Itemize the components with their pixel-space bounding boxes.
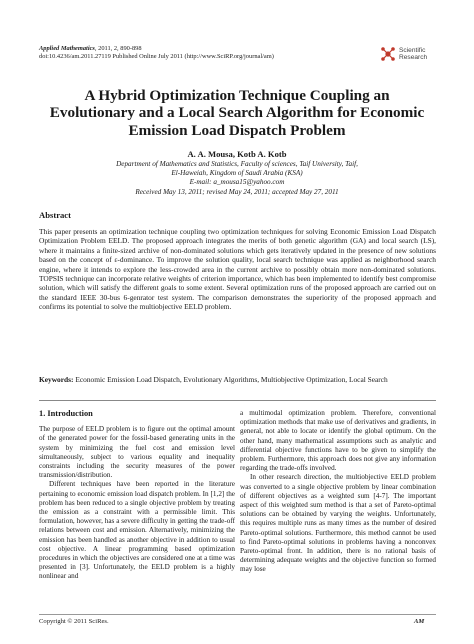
keywords [39,375,436,384]
publisher-logo [380,44,452,64]
title-line-3: Emission Load Dispatch Problem [128,121,346,139]
affiliation-line-1: Department of Mathematics and Statistics, Faculty of sciences, Taif University, Taif, [116,160,358,168]
left-paragraph-1: The purpose of EELD problem is to figure out the optimal amount of the generated power for the fossil-based generating units in the system by minimizing the fuel cost and emission level simultaneously, subject to various equality and inequality constraints including the security measures of the power transmission/distribution. [39,425,235,480]
right-paragraph-1: a multimodal optimization problem. Therefore, conventional optimization methods that make use of derivatives and gradients, in general, not able to locate or identify the global optimum. On the other hand, many mathematical assumptions such as analytic and differential objective functions have to be given to simplify the problem. Furthermore, this approach does not give any information regarding the trade-offs involved. [240,409,436,473]
footer-divider [39,614,436,615]
paper-title [40,87,434,139]
title-line-1: A Hybrid Optimization Technique Coupling an [84,87,390,104]
affiliation [40,160,434,197]
authors: A. A. Mousa, Kotb A. Kotb [187,149,287,159]
abstract-heading: Abstract [39,210,71,220]
journal-abbreviation: AM [414,618,425,625]
logo-line-2: Research [399,54,428,61]
journal-header [39,45,359,61]
affiliation-line-2: El-Haweiah, Kingdom of Saudi Arabia (KSA) [171,169,303,178]
section-heading: 1. Introduction [39,409,93,418]
section-divider [39,400,436,401]
doi-line[interactable]: doi:10.4236/am.2011.27119 Published Online July 2011 (http://www.SciRP.org/journal/am) [39,53,274,60]
keywords-text: Economic Emission Load Dispatch, Evolutionary Algorithms, Multiobjective Optimization, Local Search [73,375,388,384]
volume-info: , 2011, 2, 890-898 [94,45,142,52]
left-paragraph-2: Different techniques have been reported in the literature pertaining to economic emission load dispatch problem. In [1,2] the problem has been reduced to a single objective problem by treating the emission as a constraint with a permissible limit. This formulation, however, has a severe difficulty in getting the trade-off relations between cost and emission. Alternatively, minimizing the emission has been handled as another objective in addition to usual cost objective. A linear programming based optimization procedures in which the objectives are considered one at a time was presented in [3]. Unfortunately, the EELD problem is a highly nonlinear and [39,480,235,581]
logo-text [399,47,427,61]
left-column [39,405,235,582]
abstract-text: This paper presents an optimization technique coupling two optimization techniques for solving Economic Emission Load Dispatch Optimization Problem EELD. The proposed approach integrates the merits of both genetic algorithm (GA) and local search (LS), where it maintains a finite-sized archive of non-dominated solutions which gets iteratively updated in the presence of new solutions based on the concept of ε-dominance. To improve the solution quality, local search technique was applied as neighborhood search engine, where it intends to explore the less-crowded area in the current archive to possibly obtain more non-dominated solutions. TOPSIS technique can incorporate relative weights of criterion importance, which has been implemented to identify best compromise solution, which will satisfy the different goals to some extent. Several optimization runs of the proposed approach are carried out on the standard IEEE 30-bus 6-genrator test system. The comparison demonstrates the superiority of the proposed approach and confirms its potential to solve the multiobjective EELD problem. [39,227,436,312]
copyright: Copyright © 2011 SciRes. [39,618,109,625]
title-line-2: Evolutionary and a Local Search Algorithm for Economic [49,104,425,122]
molecule-logo-icon [380,46,396,62]
right-paragraph-2: In other research direction, the multiobjective EELD problem was converted to a single objective problem by linear combination of different objectives as a weighted sum [4-7]. The important aspect of this weighted sum method is that a set of Pareto-optimal solutions can be obtained by varying the weights. Unfortunately, this requires multiple runs as many times as the number of desired Pareto-optimal solutions. Furthermore, this method cannot be used to find Pareto-optimal solutions in problems having a nonconvex Pareto-optimal front. In addition, there is no rational basis of determining adequate weights and the objective function so formed may lose [240,473,436,574]
dates-line: Received May 13, 2011; revised May 24, 2011; accepted May 27, 2011 [135,187,339,196]
journal-name: Applied Mathematics [39,45,95,52]
keywords-label: Keywords: [39,375,74,384]
logo-line-1: Scientific [399,46,426,54]
email-line[interactable]: E-mail: a_mousa15@yahoo.com [189,178,285,187]
right-column [240,409,436,575]
journal-citation [39,45,359,53]
